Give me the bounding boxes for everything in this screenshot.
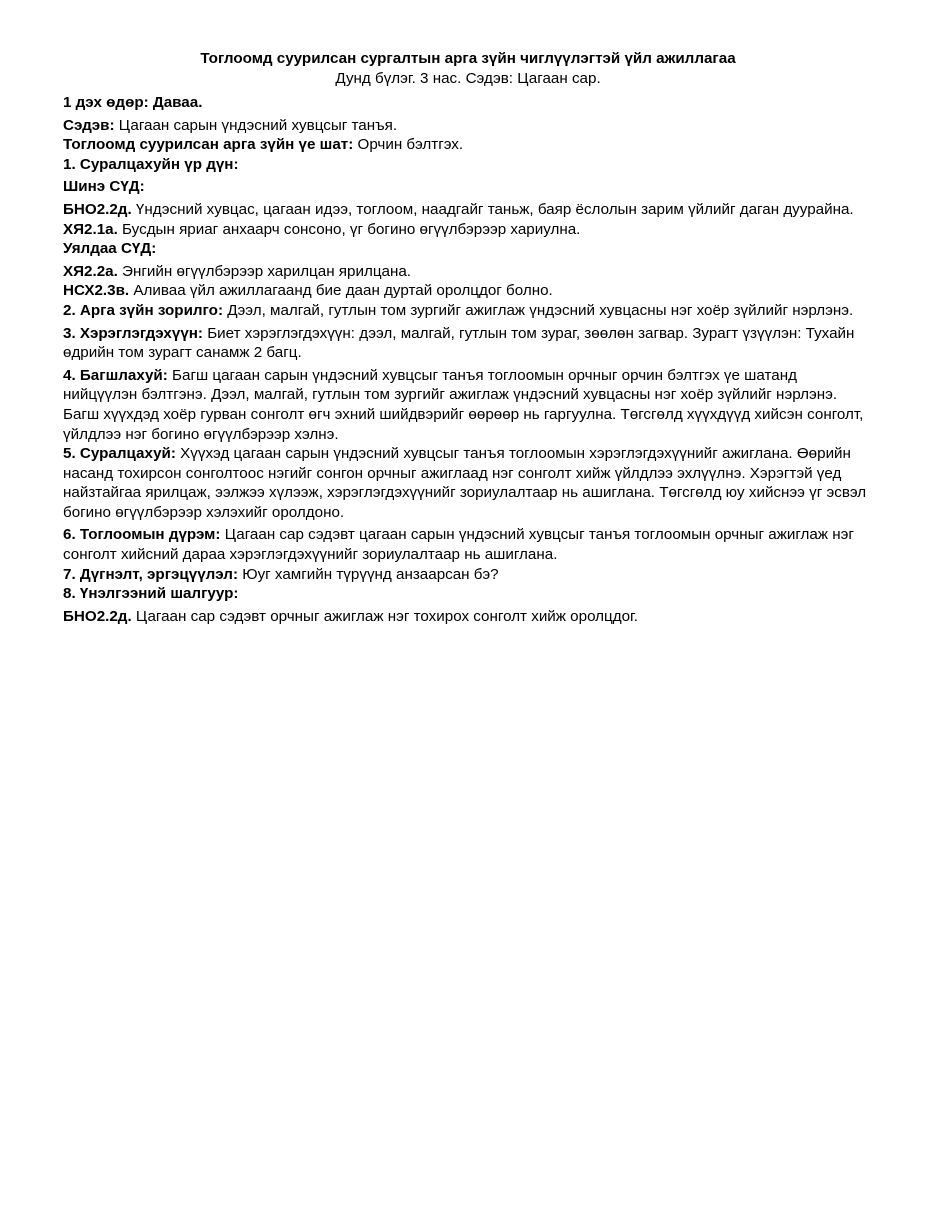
section-label: 4. Багшлахуй: (63, 366, 168, 384)
evaluation-item (63, 607, 873, 627)
section-text: Багш цагаан сарын үндэсний хувцсыг танъя тоглоомын орчныг орчин бэлтгэх үе шатанд нийцүүлэн бэлтгэнэ. Дээл, малгай, гутлын том зургийг ажиглаж үндэсний хувцасны нэг хоёр зүйлийг нэрлэнэ. Багш хүүхдэд хоёр гурван сонголт өгч эхний шийдвэрийг өөрөөр нь гаргуулна. Төгсгөлд хүүхдүүд хийсэн сонголт, үйлдлээ нэг богино өгүүлбэрээр хэлнэ. (63, 366, 864, 443)
section-text: Дээл, малгай, гутлын том зургийг ажиглаж үндэсний хувцасны нэг хоёр зүйлийг нэрлэнэ. (223, 301, 854, 319)
section-text: Биет хэрэглэгдэхүүн: дээл, малгай, гутлын том зураг, зөөлөн загвар. Зурагт үзүүлэн: Тухайн өдрийн том зурагт санамж 2 багц. (63, 324, 855, 362)
new-outcome-heading: Шинэ СҮД: (63, 178, 145, 196)
section-learning (63, 444, 873, 522)
section-game-rules (63, 525, 873, 564)
continuing-outcome-item (63, 281, 873, 301)
evaluation-heading: 8. Үнэлгээний шалгуур: (63, 585, 239, 603)
day-heading: 1 дэх өдөр: Даваа. (63, 94, 203, 111)
outcome-text: Үндэсний хувцас, цагаан идээ, тоглоом, наадгайг таньж, баяр ёслолын зарим үйлийг даган дуурайна. (131, 200, 854, 218)
section-label: 3. Хэрэглэгдэхүүн: (63, 324, 203, 342)
evaluation-text: Цагаан сар сэдэвт орчныг ажиглаж нэг тохирох сонголт хийж оролцдог. (131, 607, 638, 625)
evaluation-code: БНО2.2д. (63, 607, 132, 625)
outcome-code: ХЯ2.1а. (63, 220, 118, 238)
section-goal (63, 301, 873, 321)
continuing-outcome-heading: Уялдаа СҮД: (63, 240, 157, 258)
section-materials (63, 324, 873, 363)
document-title: Тоглоомд суурилсан сургалтын арга зүйн чиглүүлэгтэй үйл ажиллагаа (200, 50, 736, 67)
outcome-text: Бусдын яриаг анхаарч сонсоно, үг богино өгүүлбэрээр хариулна. (117, 220, 581, 238)
outcome-heading: 1. Суралцахуйн үр дүн: (63, 155, 239, 173)
stage-text: Орчин бэлтгэх. (353, 136, 464, 154)
outcome-text: Аливаа үйл ажиллагаанд бие даан дуртай оролцдог болно. (129, 282, 553, 300)
document-subtitle: Дунд бүлэг. 3 нас. Сэдэв: Цагаан сар. (335, 70, 601, 87)
topic-line (63, 116, 873, 136)
section-text: Юуг хамгийн түрүүнд анзаарсан бэ? (238, 565, 499, 583)
outcome-code: БНО2.2д. (63, 200, 132, 218)
section-text: Цагаан сар сэдэвт цагаан сарын үндэсний хувцсыг танъя тоглоомын орчныг ажиглаж нэг сонголт хийсний дараа хэрэглэгдэхүүнийг зориулалтаар нь ашиглана. (63, 526, 854, 564)
new-outcome-item (63, 200, 873, 220)
section-label: 2. Арга зүйн зорилго: (63, 301, 224, 319)
outcome-text: Энгийн өгүүлбэрээр харилцан ярилцана. (117, 262, 412, 280)
section-label: 5. Суралцахуй: (63, 445, 176, 463)
continuing-outcome-item (63, 262, 873, 282)
outcome-code: ХЯ2.2а. (63, 262, 118, 280)
document-body (63, 49, 873, 626)
section-label: 7. Дүгнэлт, эргэцүүлэл: (63, 565, 239, 583)
stage-line (63, 135, 873, 155)
topic-text: Цагаан сарын үндэсний хувцсыг танъя. (114, 116, 398, 134)
section-text: Хүүхэд цагаан сарын үндэсний хувцсыг танъя тоглоомын хэрэглэгдэхүүнийг ажиглана. Өөрийн насанд тохирсон сонголтоос нэгийг сонгон орчныг ажиглаад нэг сонголт хийж үйлдлээ эхлүүлнэ. Хэрэгтэй үед найзтайгаа ярилцаж, ээлжээ хүлээж, хэрэглэгдэхүүнийг зориулалтаар нь ашиглана. Төгсгөлд юу хийснээ үг эсвэл богино өгүүлбэрээр хэлэхийг оролдоно. (63, 445, 867, 521)
section-teaching (63, 366, 873, 444)
section-reflection (63, 565, 873, 585)
new-outcome-item (63, 220, 873, 240)
topic-label: Сэдэв: (63, 116, 115, 134)
outcome-code: НСХ2.3в. (63, 282, 130, 300)
section-label: 6. Тоглоомын дүрэм: (63, 526, 221, 544)
stage-label: Тоглоомд суурилсан арга зүйн үе шат: (63, 136, 354, 154)
